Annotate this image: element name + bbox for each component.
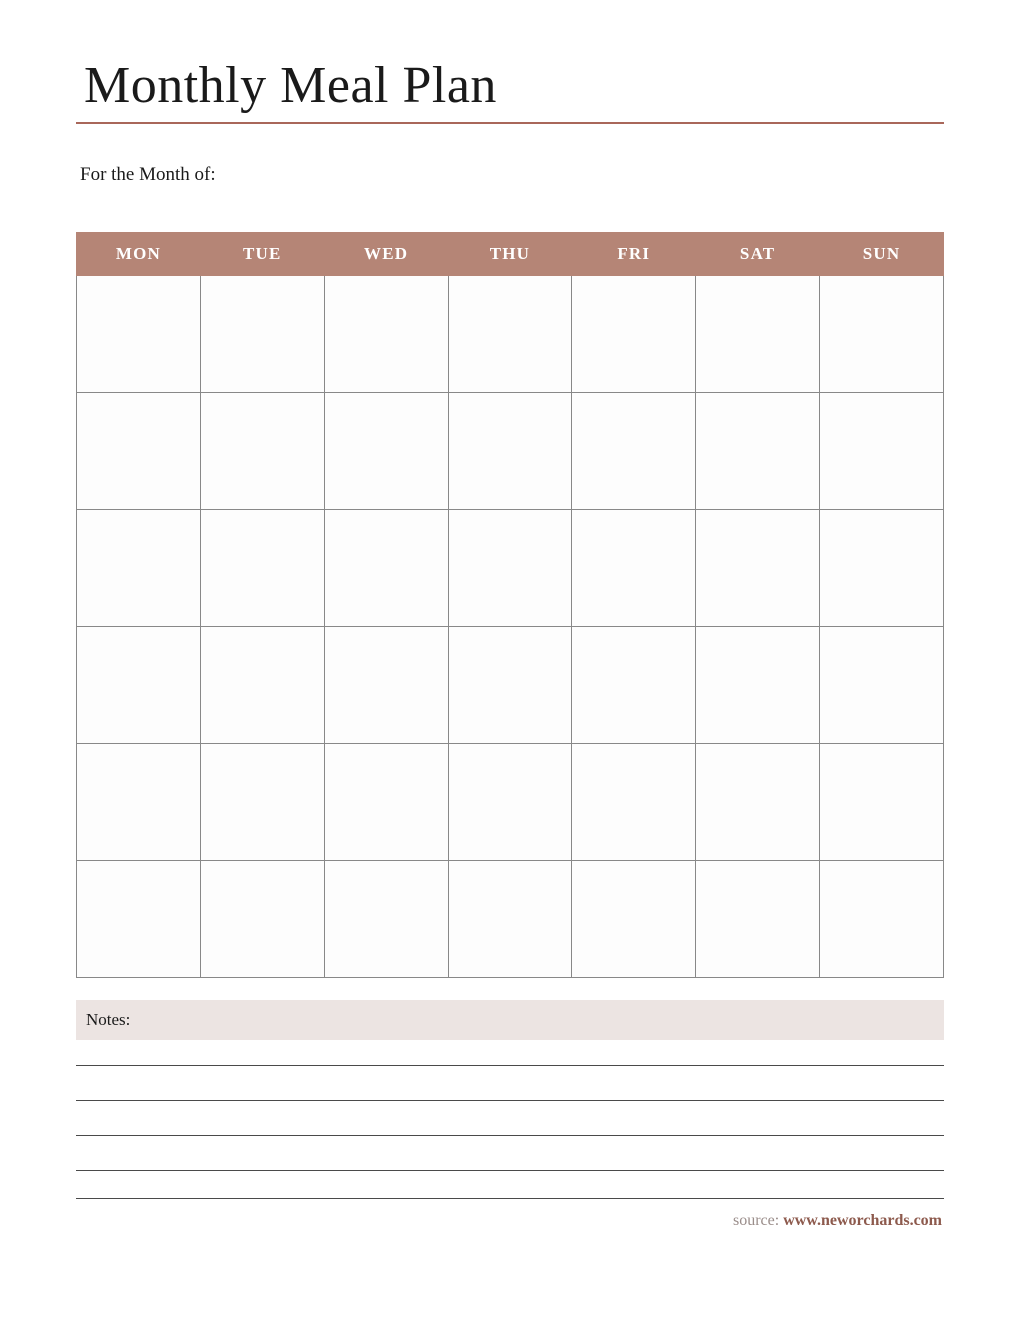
calendar-cell[interactable] [77,510,201,627]
calendar-week-row [77,744,944,861]
title-divider [76,122,944,124]
calendar-cell[interactable] [77,276,201,393]
title-block [76,56,944,124]
source-prefix: source: [732,1212,784,1229]
calendar-cell[interactable] [77,744,201,861]
calendar-cell[interactable] [324,510,448,627]
calendar-cell[interactable] [448,627,572,744]
notes-write-line[interactable] [76,1170,944,1171]
calendar-cell[interactable] [200,744,324,861]
calendar-cell[interactable] [448,861,572,978]
calendar-cell[interactable] [572,861,696,978]
meal-plan-calendar [76,232,944,978]
calendar-cell[interactable] [200,861,324,978]
calendar-cell[interactable] [324,276,448,393]
calendar-cell[interactable] [820,744,944,861]
calendar-cell[interactable] [200,276,324,393]
calendar-cell[interactable] [820,510,944,627]
calendar-cell[interactable] [696,393,820,510]
calendar-cell[interactable] [77,861,201,978]
page-title: Monthly Meal Plan [84,57,497,114]
calendar-cell[interactable] [448,276,572,393]
notes-write-line[interactable] [76,1065,944,1066]
calendar-cell[interactable] [200,510,324,627]
calendar-cell[interactable] [696,861,820,978]
calendar-cell[interactable] [820,861,944,978]
month-prompt: For the Month of: [80,164,216,185]
calendar-week-row [77,627,944,744]
notes-write-line[interactable] [76,1100,944,1101]
calendar-week-row [77,276,944,393]
notes-write-line[interactable] [76,1135,944,1136]
calendar-cell[interactable] [324,627,448,744]
calendar-cell[interactable] [820,393,944,510]
day-header-wed: WED [324,233,448,276]
notes-label: Notes: [86,1010,131,1029]
calendar-cell[interactable] [696,744,820,861]
calendar-cell[interactable] [77,393,201,510]
notes-header-bar [76,1000,944,1040]
calendar-cell[interactable] [448,510,572,627]
calendar-cell[interactable] [572,627,696,744]
calendar-header-row [77,233,944,276]
calendar-week-row [77,393,944,510]
calendar-cell[interactable] [572,276,696,393]
day-header-fri: FRI [572,233,696,276]
day-header-sun: SUN [820,233,944,276]
calendar-cell[interactable] [200,627,324,744]
calendar-cell[interactable] [448,393,572,510]
calendar-cell[interactable] [696,627,820,744]
calendar-cell[interactable] [696,510,820,627]
calendar-week-row [77,861,944,978]
day-header-mon: MON [77,233,201,276]
source-url[interactable]: www.neworchards.com [783,1212,942,1229]
calendar-cell[interactable] [200,393,324,510]
calendar-cell[interactable] [324,861,448,978]
calendar-cell[interactable] [448,744,572,861]
day-header-tue: TUE [200,233,324,276]
notes-write-line[interactable] [76,1198,944,1199]
day-header-sat: SAT [696,233,820,276]
calendar-cell[interactable] [820,627,944,744]
calendar-cell[interactable] [77,627,201,744]
calendar-cell[interactable] [572,744,696,861]
calendar-week-row [77,510,944,627]
source-credit [733,1212,942,1230]
calendar-cell[interactable] [324,393,448,510]
calendar-cell[interactable] [572,510,696,627]
calendar-cell[interactable] [572,393,696,510]
calendar-cell[interactable] [696,276,820,393]
calendar-cell[interactable] [324,744,448,861]
calendar-cell[interactable] [820,276,944,393]
day-header-thu: THU [448,233,572,276]
